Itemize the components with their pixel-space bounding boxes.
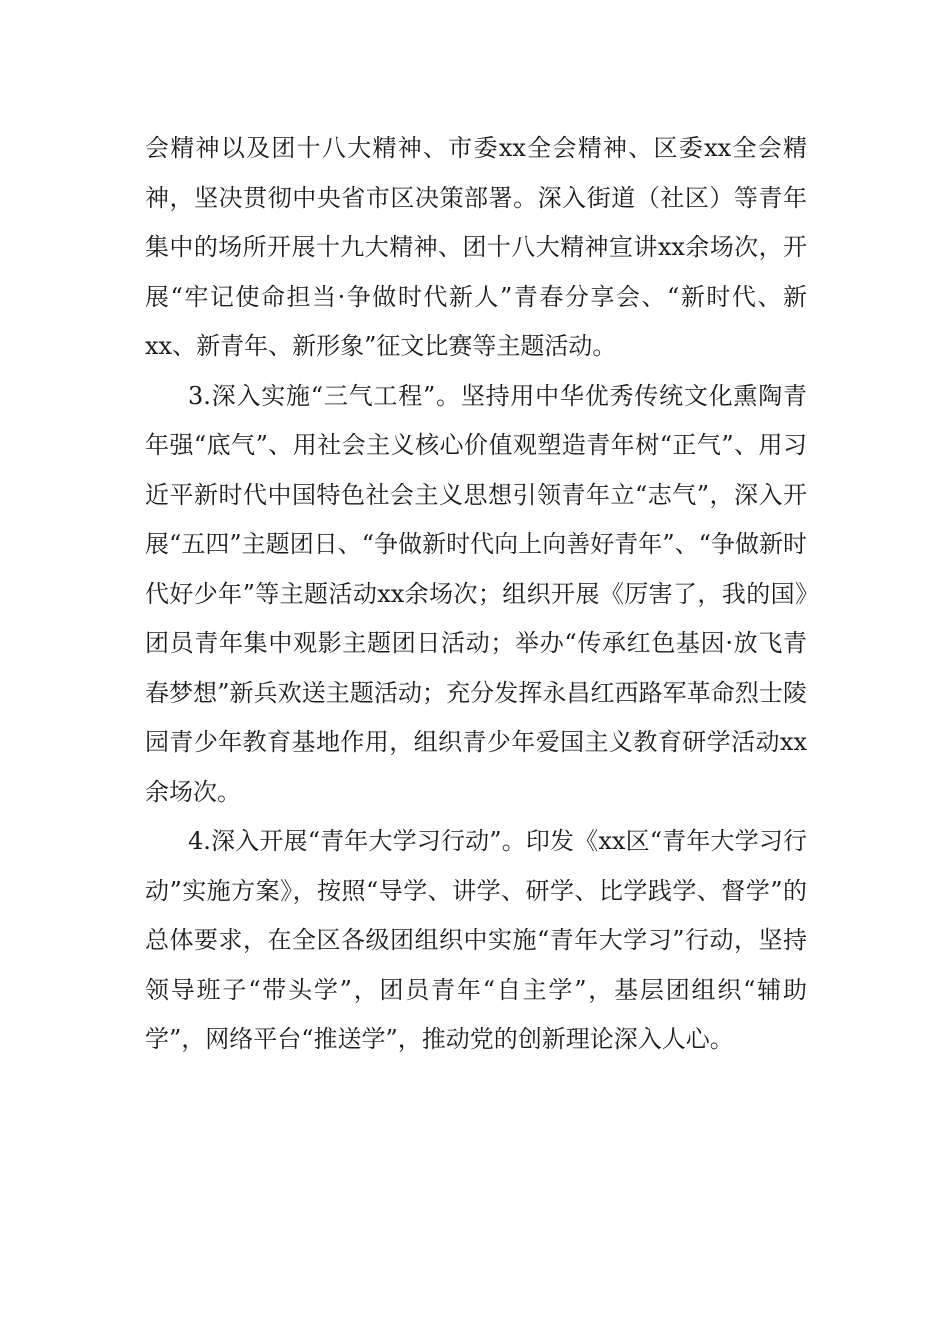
paragraph-continuation: 会精神以及团十八大精神、市委xx全会精神、区委xx全会精神，坚决贯彻中央省市区决策部署。深入街道（社区）等青年集中的场所开展十九大精神、团十八大精神宣讲xx余场次，开展“牢记使命担当·争做时代新人”青春分享会、“新时代、新xx、新青年、新形象”征文比赛等主题活动。 [145,134,807,360]
paragraph-item-4: 4.深入开展“青年大学习行动”。印发《xx区“青年大学习行动”实施方案》，按照“导学、讲学、研学、比学践学、督学”的总体要求，在全区各级团组织中实施“青年大学习”行动，坚持领导班子“带头学”，团员青年“自主学”，基层团组织“辅助学”，网络平台“推送学”，推动党的创新理论深入人心。 [145,827,807,1053]
paragraph-item-3: 3.深入实施“三气工程”。坚持用中华优秀传统文化熏陶青年强“底气”、用社会主义核心价值观塑造青年树“正气”、用习近平新时代中国特色社会主义思想引领青年立“志气”，深入开展“五四”主题团日、“争做新时代向上向善好青年”、“争做新时代好少年”等主题活动xx余场次；组织开展《厉害了，我的国》团员青年集中观影主题团日活动；举办“传承红色基因·放飞青春梦想”新兵欢送主题活动；充分发挥永昌红西路军革命烈士陵园青少年教育基地作用，组织青少年爱国主义教育研学活动xx余场次。 [145,381,807,806]
document-body [145,124,807,1065]
